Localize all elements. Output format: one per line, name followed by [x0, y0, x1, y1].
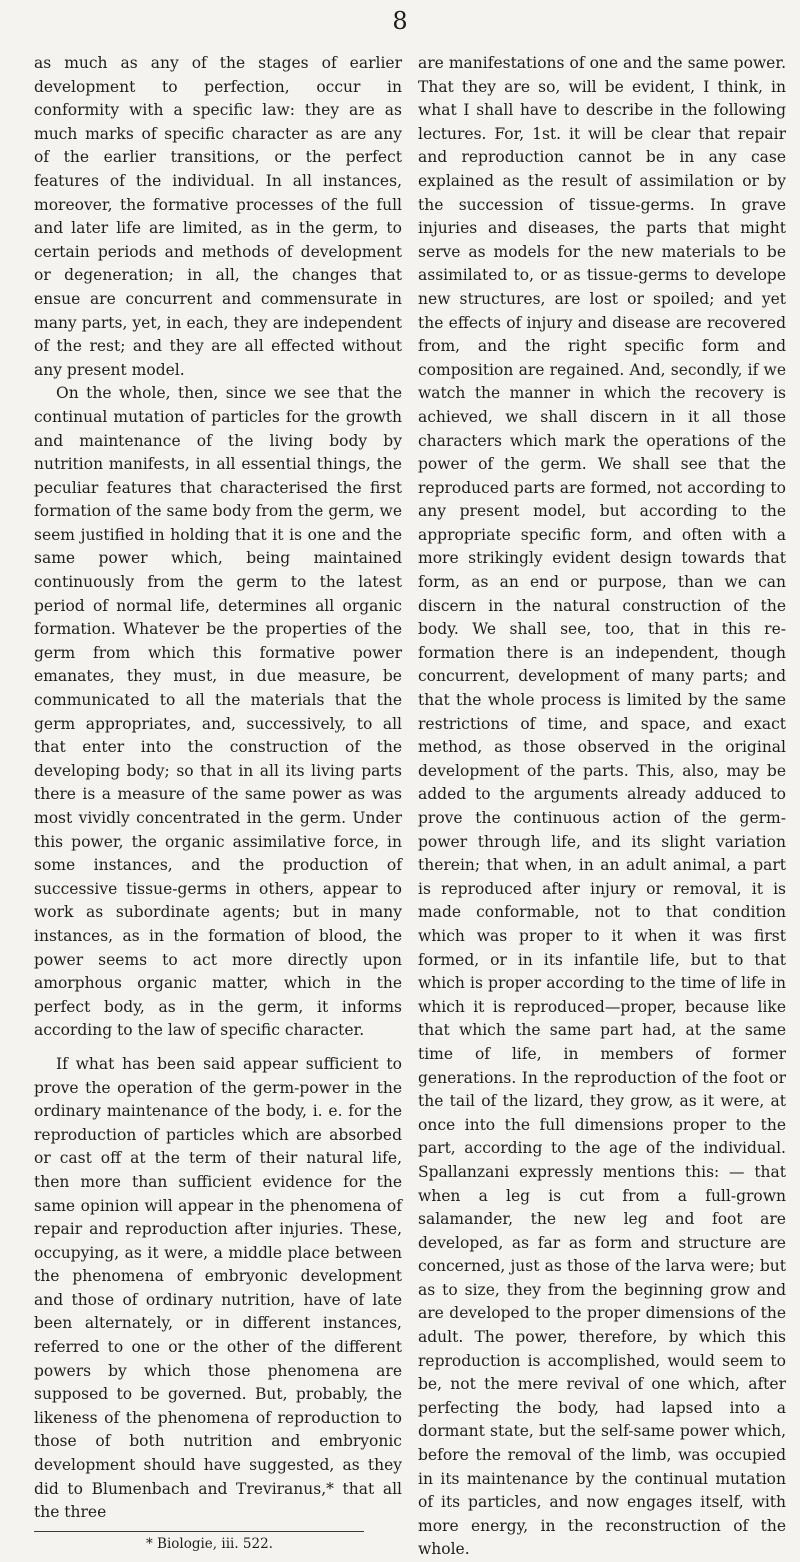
right-paragraph-1: are manifestations of one and the same power. That they are so, will be evident, I think, in what I shall have to describe in the following lectures. For, 1st. it will be clear that repair and reproduction cannot be in any case explained as the result of assimilation or by the succession of tissue-germs. In grave injuries and diseases, the parts that might serve as models for the new materials to be assimilated to, or as tissue-germs to develope new structures, are lost or spoiled; and yet the effects of injury and disease are recovered from, and the right specific form and composition are regained. And, secondly, if we watch the manner in which the recovery is achieved, we shall discern in it all those characters which mark the operations of the power of the germ. We shall see that the reproduced parts are formed, not according to any present model, but according to the appropriate specific form, and often with a more strikingly evident design towards that form, as an end or purpose, than we can discern in the natural construction of the body. We shall see, too, that in this re-formation there is an independent, though concurrent, development of many parts; and that the whole process is limited by the same restrictions of time, and space, and exact method, as those observed in the original development of the parts. This, also, may be added to the arguments already adduced to prove the continuous action of the germ-power through life, and its slight variation therein; that when, in an adult animal, a part is reproduced after injury or removal, it is made conformable, not to that condition which was proper to it when it was first formed, or in its infantile life, but to that which is proper according to the time of life in which it is reproduced—proper, because like that which the same part had, at the same time of life, in members of former generations. In the reproduction of the foot or the tail of the lizard, they grow, as it were, at once into the full dimensions proper to the part, according to the age of the individual. Spallanzani expressly mentions this: — that when a leg is cut from a full-grown salamander, the new leg and foot are developed, as far as form and structure are concerned, just as those of the larva were; but as to size, they from the beginning grow and are developed to the proper dimensions of the adult. The power, therefore, by which this reproduction is accomplished, would seem to be, not the mere revival of one which, after perfecting the body, had lapsed into a dormant state, but the self-same power which, before the removal of the limb, was occupied in its maintenance by the continual mutation of its particles, and now engages itself, with more energy, in the reconstruction of the whole.: [418, 54, 786, 1559]
page-number: 8: [392, 7, 408, 35]
footnote-divider: [34, 1531, 364, 1532]
footnote: * Biologie, iii. 522.: [146, 1535, 273, 1552]
left-paragraph-1: as much as any of the stages of earlier development to perfection, occur in conformity with a specific law: they are as much marks of specific character as are any of the earlier transitions, or the perfect features of the individual. In all instances, moreover, the formative processes of the full and later life are limited, as in the germ, to certain periods and methods of development or degeneration; in all, the changes that ensue are concurrent and commensurate in many parts, yet, in each, they are independent of the rest; and they are all effected without any present model.: [34, 54, 402, 379]
right-column: [418, 52, 786, 1562]
left-paragraph-2: On the whole, then, since we see that the continual mutation of particles for the growth and maintenance of the living body by nutrition manifests, in all essential things, the peculiar features that characterised the first formation of the same body from the germ, we seem justified in holding that it is one and the same power which, being maintained continuously from the germ to the latest period of normal life, determines all organic formation. Whatever be the properties of the germ from which this formative power emanates, they must, in due measure, be communicated to all the materials that the germ appropriates, and, successively, to all that enter into the construction of the developing body; so that in all its living parts there is a measure of the same power as was most vividly concentrated in the germ. Under this power, the organic assimilative force, in some instances, and the production of successive tissue-germs in others, appear to work as subordinate agents; but in many instances, as in the formation of blood, the power seems to act more directly upon amorphous organic matter, which in the perfect body, as in the germ, it informs according to the law of specific character.: [34, 384, 402, 1040]
left-paragraph-3: If what has been said appear sufficient to prove the operation of the germ-power in the ordinary maintenance of the body, i. e. for the reproduction of particles which are absorbed or cast off at the term of their natural life, then more than sufficient evidence for the same opinion will appear in the phenomena of repair and reproduction after injuries. These, occupying, as it were, a middle place between the phenomena of embryonic development and those of ordinary nutrition, have of late been alternately, or in different instances, referred to one or the other of the different powers by which those phenomena are supposed to be governed. But, probably, the likeness of the phenomena of reproduction to those of both nutrition and embryonic development should have suggested, as they did to Blumenbach and Treviranus,* that all the three: [34, 1054, 402, 1522]
left-column: [34, 52, 402, 1554]
